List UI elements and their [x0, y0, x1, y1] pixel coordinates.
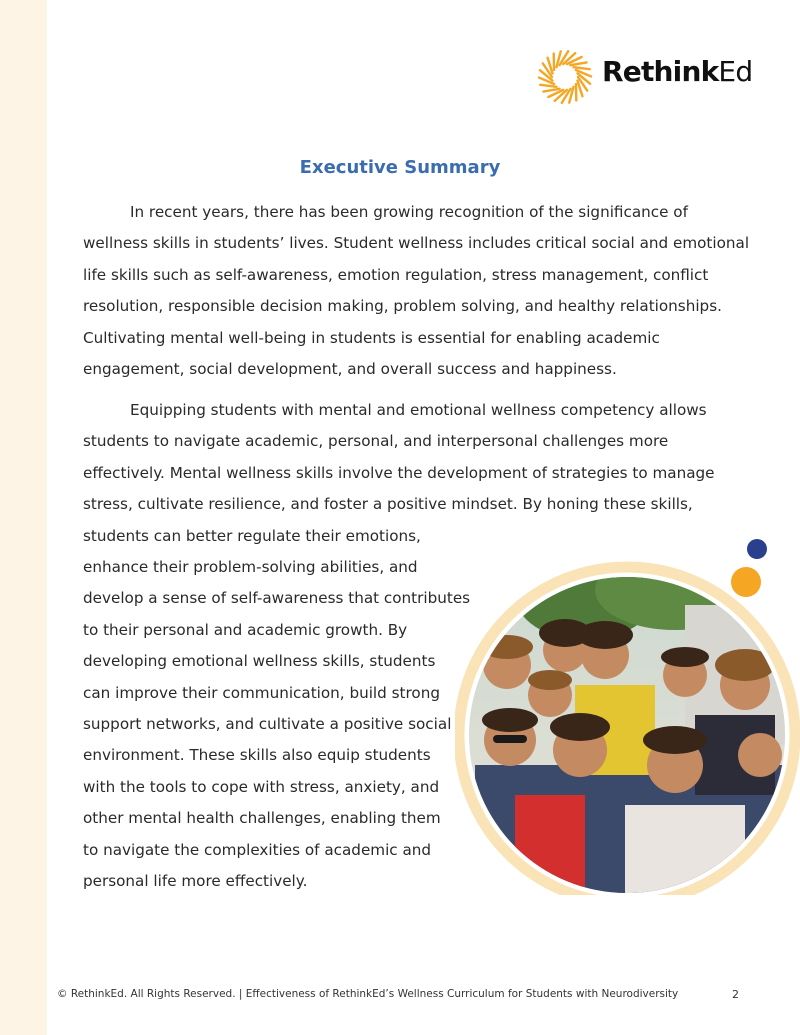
text-line: effectively. Mental wellness skills involve the development of strategies to manage [83, 463, 715, 482]
text-line: students can better regulate their emotions, [83, 526, 421, 545]
text-line: other mental health challenges, enabling them [83, 809, 441, 828]
page-number: 2 [732, 988, 739, 1001]
text-line: support networks, and cultivate a positive social [83, 715, 452, 734]
text-line: with the tools to cope with stress, anxiety, and [83, 777, 440, 796]
text-line: developing emotional wellness skills, students [83, 652, 436, 671]
text-line: Cultivating mental well-being in students is essential for enabling academic [83, 328, 660, 347]
text-line: engagement, social development, and overall success and happiness. [83, 360, 617, 379]
text-line: wellness skills in students’ lives. Student wellness includes critical social and emotional [83, 234, 750, 253]
text-line: to navigate the complexities of academic and [83, 840, 432, 859]
text-line: enhance their problem-solving abilities, and [83, 558, 418, 577]
text-line: environment. These skills also equip students [83, 746, 431, 765]
text-line: stress, cultivate resilience, and foster a positive mindset. By honing these skills, [83, 495, 693, 514]
text-line: personal life more effectively. [83, 872, 308, 891]
brand-wordmark [602, 55, 753, 88]
orange-dot [731, 567, 761, 597]
decor-dots [455, 535, 800, 895]
text-line: resolution, responsible decision making, problem solving, and healthy relationships. [83, 297, 722, 316]
photo-area [455, 535, 800, 895]
text-line: In recent years, there has been growing recognition of the significance of [130, 203, 688, 221]
text-line: can improve their communication, build strong [83, 683, 440, 702]
brand-name-light: Ed [718, 55, 753, 88]
text-line: to their personal and academic growth. By [83, 620, 408, 639]
blue-dot [747, 539, 767, 559]
brand-name-bold: Rethink [602, 55, 719, 88]
side-strip [0, 0, 47, 1035]
text-line: develop a sense of self-awareness that contributes [83, 589, 471, 608]
text-line: life skills such as self-awareness, emotion regulation, stress management, conflict [83, 265, 709, 284]
text-line: students to navigate academic, personal, and interpersonal challenges more [83, 432, 669, 451]
text-line: Equipping students with mental and emotional wellness competency allows [130, 401, 707, 419]
page-title: Executive Summary [299, 157, 501, 178]
paragraph-1 [83, 197, 749, 385]
brand-logo [536, 48, 766, 106]
sunburst-ring-icon [536, 48, 594, 106]
footer-copyright: © RethinkEd. All Rights Reserved. | Effectiveness of RethinkEd’s Wellness Curriculum for Students with Neurodiversity [57, 988, 679, 1000]
